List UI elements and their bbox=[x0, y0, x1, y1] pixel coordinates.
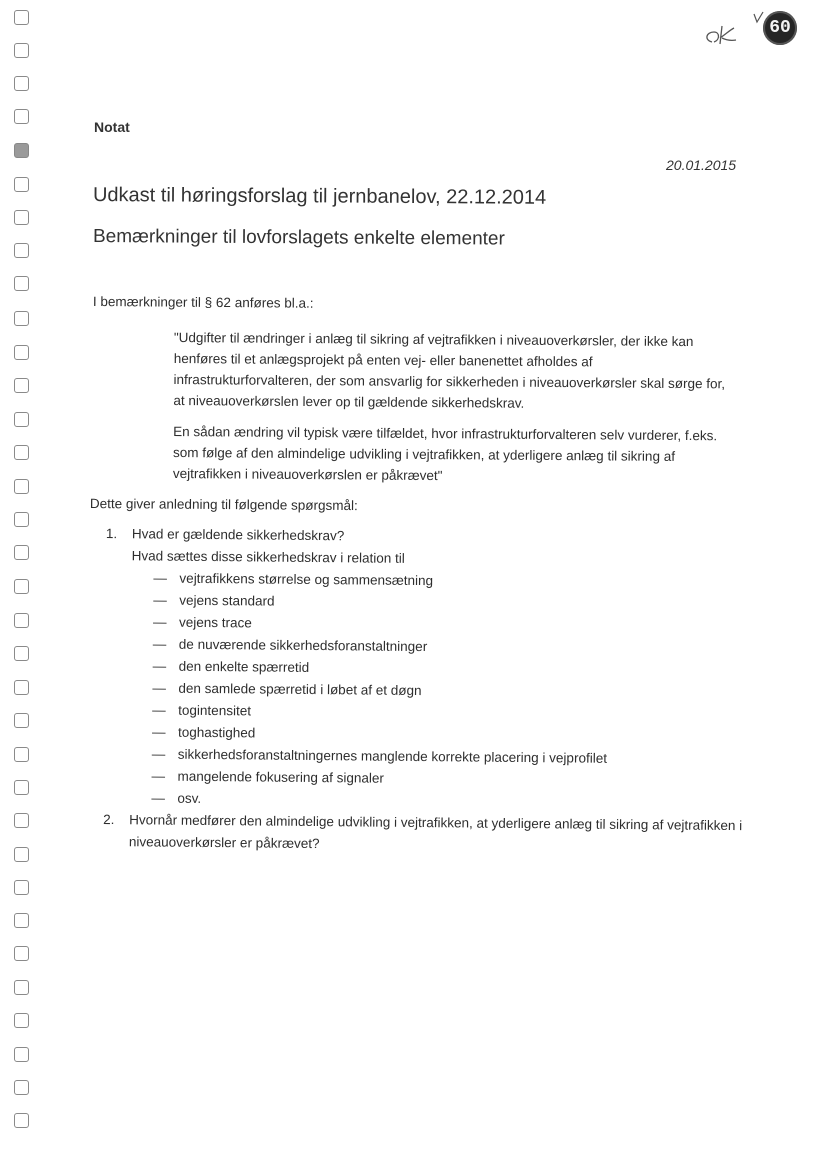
dash-bullet: — bbox=[152, 658, 167, 674]
binder-hole bbox=[14, 747, 29, 762]
intro-paragraph: I bemærkninger til § 62 anføres bl.a.: bbox=[92, 293, 314, 311]
binder-hole bbox=[14, 210, 29, 225]
document-title: Udkast til høringsforslag til jernbanelov, 22.12.2014 bbox=[92, 184, 547, 209]
binder-hole bbox=[14, 177, 29, 192]
binder-hole bbox=[14, 980, 29, 995]
list-item: — vejens trace bbox=[153, 611, 745, 639]
binder-hole bbox=[14, 1047, 29, 1062]
question-text: Hvad er gældende sikkerhedskrav? bbox=[131, 526, 345, 544]
document-subtitle: Bemærkninger til lovforslagets enkelte elementer bbox=[92, 226, 505, 250]
list-item: — de nuværende sikkerhedsforanstaltninger bbox=[153, 633, 745, 661]
binder-hole bbox=[14, 780, 29, 795]
binder-hole bbox=[14, 1013, 29, 1028]
dash-bullet: — bbox=[151, 768, 166, 784]
dash-bullet: — bbox=[151, 724, 166, 740]
binder-hole bbox=[14, 913, 29, 928]
list-item: — sikkerhedsforanstaltningernes manglende korrekte placering i vejprofilet bbox=[152, 743, 744, 771]
binder-hole bbox=[14, 479, 29, 494]
binder-hole bbox=[14, 1080, 29, 1095]
binder-hole bbox=[14, 311, 29, 326]
binder-hole bbox=[14, 545, 29, 560]
binder-hole bbox=[14, 946, 29, 961]
dash-bullet: — bbox=[152, 636, 167, 652]
binder-hole bbox=[14, 813, 29, 828]
quote-paragraph: En sådan ændring vil typisk være tilfældet, hvor infrastrukturforvalteren selv vurderer, f.eks. som følge af den almindelige udvikling i vejtrafikken, at yderligere anlæg til sikring af vejtrafikken i niveauoverkørslen er påkrævet" bbox=[172, 423, 718, 484]
document-date: 20.01.2015 bbox=[666, 157, 737, 173]
binder-hole bbox=[14, 378, 29, 393]
binder-hole bbox=[14, 579, 29, 594]
list-item: — vejtrafikkens størrelse og sammensætning bbox=[153, 567, 745, 595]
list-item: — toghastighed bbox=[152, 721, 744, 749]
binder-hole bbox=[14, 412, 29, 427]
list-item: — den enkelte spærretid bbox=[153, 655, 745, 683]
dash-bullet: — bbox=[153, 570, 168, 586]
dash-bullet: — bbox=[151, 790, 165, 806]
document-type-label: Notat bbox=[94, 119, 130, 135]
question-sub-intro: Hvad sættes disse sikkerhedskrav i relation til bbox=[131, 548, 405, 566]
question-list bbox=[103, 523, 746, 859]
binder-hole bbox=[14, 76, 29, 91]
list-item: — vejens standard bbox=[153, 589, 745, 617]
list-item: — mangelende fokusering af signaler bbox=[151, 765, 743, 793]
dash-bullet: — bbox=[152, 614, 167, 630]
questions-intro: Dette giver anledning til følgende spørgsmål: bbox=[89, 495, 358, 514]
dash-bullet: — bbox=[153, 592, 167, 608]
binder-hole bbox=[14, 512, 29, 527]
binder-hole bbox=[14, 880, 29, 895]
binder-hole bbox=[14, 847, 29, 862]
binder-hole bbox=[14, 43, 29, 58]
binder-hole bbox=[14, 680, 29, 695]
binder-hole bbox=[14, 613, 29, 628]
list-item: — togintensitet bbox=[152, 699, 744, 727]
criteria-list bbox=[129, 567, 745, 815]
page-number-badge: 60 bbox=[763, 11, 797, 45]
question-text: Hvornår medfører den almindelige udvikling i vejtrafikken, at yderligere anlæg til sikring af vejtrafikken i niveauoverkørsler er påkrævet? bbox=[128, 812, 743, 852]
question-item bbox=[103, 523, 746, 815]
question-number: 2. bbox=[103, 811, 115, 828]
binder-hole bbox=[14, 345, 29, 360]
question-item bbox=[103, 809, 743, 859]
quote-paragraph: "Udgifter til ændringer i anlæg til sikring af vejtrafikken i niveauoverkørsler, der ikke kan henføres til et anlægsprojekt på enten vej- eller banenettet afholdes af infrastrukturforvalteren, der som ansvarlig for sikkerheden i niveauoverkørsler skal sørge for, at niveauoverkørslen lever op til gældende sikkerhedskrav. bbox=[173, 329, 726, 411]
question-number: 1. bbox=[105, 525, 118, 542]
binder-hole bbox=[14, 10, 29, 25]
dash-bullet: — bbox=[152, 702, 166, 718]
binder-hole bbox=[14, 713, 29, 728]
quote-block bbox=[173, 327, 734, 498]
list-item: — den samlede spærretid i løbet af et døgn bbox=[152, 677, 744, 705]
binder-hole bbox=[14, 646, 29, 661]
binder-hole bbox=[14, 276, 29, 291]
binder-hole bbox=[14, 109, 29, 124]
binder-hole bbox=[14, 143, 29, 158]
dash-bullet: — bbox=[152, 680, 166, 696]
dash-bullet: — bbox=[151, 746, 166, 762]
binder-hole bbox=[14, 445, 29, 460]
binder-holes bbox=[10, 0, 38, 1170]
binder-hole bbox=[14, 243, 29, 258]
binder-hole bbox=[14, 1113, 29, 1128]
list-item: — osv. bbox=[151, 787, 743, 815]
